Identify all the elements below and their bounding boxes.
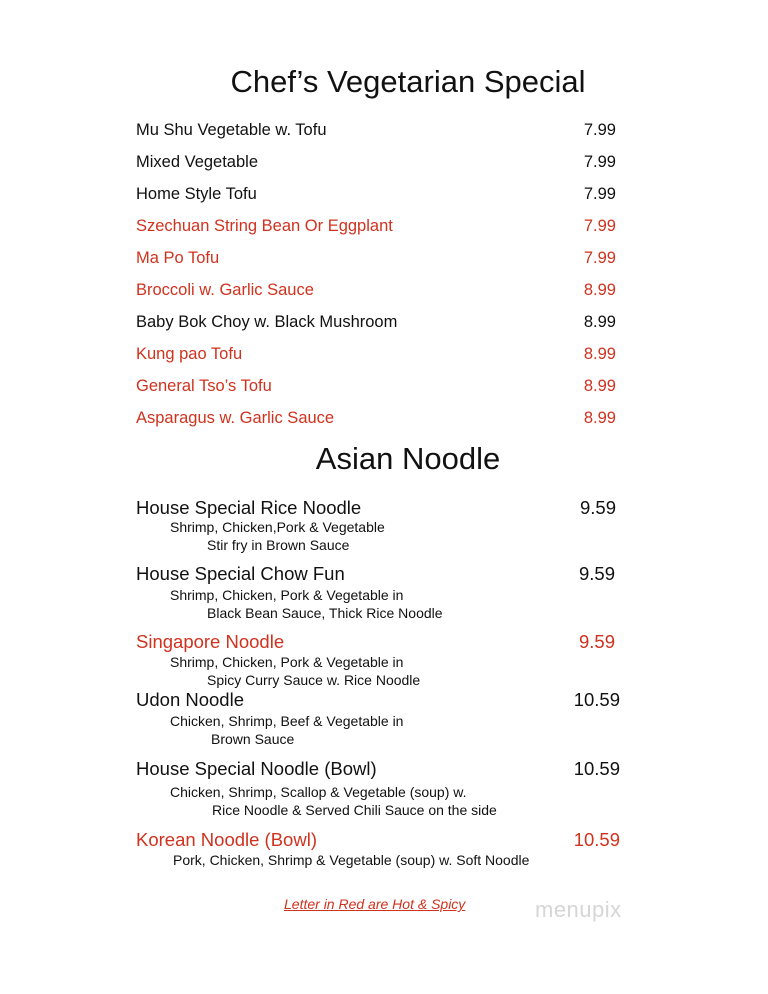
item-price: 8.99: [583, 313, 616, 331]
item-description: Shrimp, Chicken,Pork & Vegetable: [170, 519, 385, 535]
item-description: Rice Noodle & Served Chili Sauce on the side: [212, 802, 497, 818]
item-price: 8.99: [583, 409, 616, 427]
item-price: 10.59: [573, 758, 620, 779]
item-name: House Special Rice Noodle: [136, 497, 362, 518]
item-name: Broccoli w. Garlic Sauce: [136, 281, 314, 299]
menu-item: [136, 313, 616, 337]
vegetarian-section-title: Chef’s Vegetarian Special: [230, 64, 586, 99]
item-name: Kung pao Tofu: [136, 345, 243, 363]
menupix-watermark-logo: menupix: [535, 897, 622, 922]
item-price: 8.99: [583, 345, 616, 363]
menu-item: [136, 249, 616, 273]
item-description: Shrimp, Chicken, Pork & Vegetable in: [170, 587, 404, 603]
item-price: 10.59: [573, 689, 620, 710]
item-name: Korean Noodle (Bowl): [136, 829, 317, 850]
item-price: 7.99: [583, 121, 616, 139]
item-description: Pork, Chicken, Shrimp & Vegetable (soup) w. Soft Noodle: [173, 852, 530, 868]
item-price: 7.99: [583, 185, 616, 203]
item-name: Home Style Tofu: [136, 185, 257, 203]
item-name: House Special Chow Fun: [136, 563, 345, 584]
item-price: 9.59: [578, 631, 615, 652]
item-description: Stir fry in Brown Sauce: [207, 537, 350, 553]
item-name: House Special Noodle (Bowl): [136, 758, 377, 779]
item-price: 7.99: [583, 153, 616, 171]
item-price: 7.99: [583, 249, 616, 267]
item-description: Chicken, Shrimp, Beef & Vegetable in: [170, 713, 404, 729]
item-price: 8.99: [583, 281, 616, 299]
item-description: Chicken, Shrimp, Scallop & Vegetable (soup) w.: [170, 784, 467, 800]
spicy-legend-note: Letter in Red are Hot & Spicy: [284, 896, 466, 912]
item-name: Singapore Noodle: [136, 631, 285, 652]
item-price: 10.59: [573, 829, 620, 850]
item-price: 8.99: [583, 377, 616, 395]
item-price: 7.99: [583, 217, 616, 235]
item-name: Mixed Vegetable: [136, 153, 259, 171]
item-name: Baby Bok Choy w. Black Mushroom: [136, 313, 398, 331]
item-name: Ma Po Tofu: [136, 249, 220, 267]
item-name: Asparagus w. Garlic Sauce: [136, 409, 335, 427]
item-name: Udon Noodle: [136, 689, 244, 710]
item-name: Mu Shu Vegetable w. Tofu: [136, 121, 327, 139]
menu-item: [136, 377, 616, 401]
item-description: Shrimp, Chicken, Pork & Vegetable in: [170, 654, 404, 670]
menu-item: [136, 121, 616, 145]
menu-item: [136, 153, 616, 177]
menu-item: [136, 345, 616, 369]
item-name: General Tso’s Tofu: [136, 377, 272, 395]
item-description: Brown Sauce: [211, 731, 295, 747]
item-description: Black Bean Sauce, Thick Rice Noodle: [207, 605, 443, 621]
menu-item: [136, 409, 616, 433]
menu-item: [136, 217, 616, 241]
item-price: 9.59: [578, 563, 615, 584]
item-name: Szechuan String Bean Or Eggplant: [136, 217, 393, 235]
item-price: 9.59: [579, 497, 616, 518]
item-description: Spicy Curry Sauce w. Rice Noodle: [207, 672, 421, 688]
noodle-section-title: Asian Noodle: [315, 441, 501, 476]
menu-item: [136, 281, 616, 305]
menu-item: [136, 185, 616, 209]
